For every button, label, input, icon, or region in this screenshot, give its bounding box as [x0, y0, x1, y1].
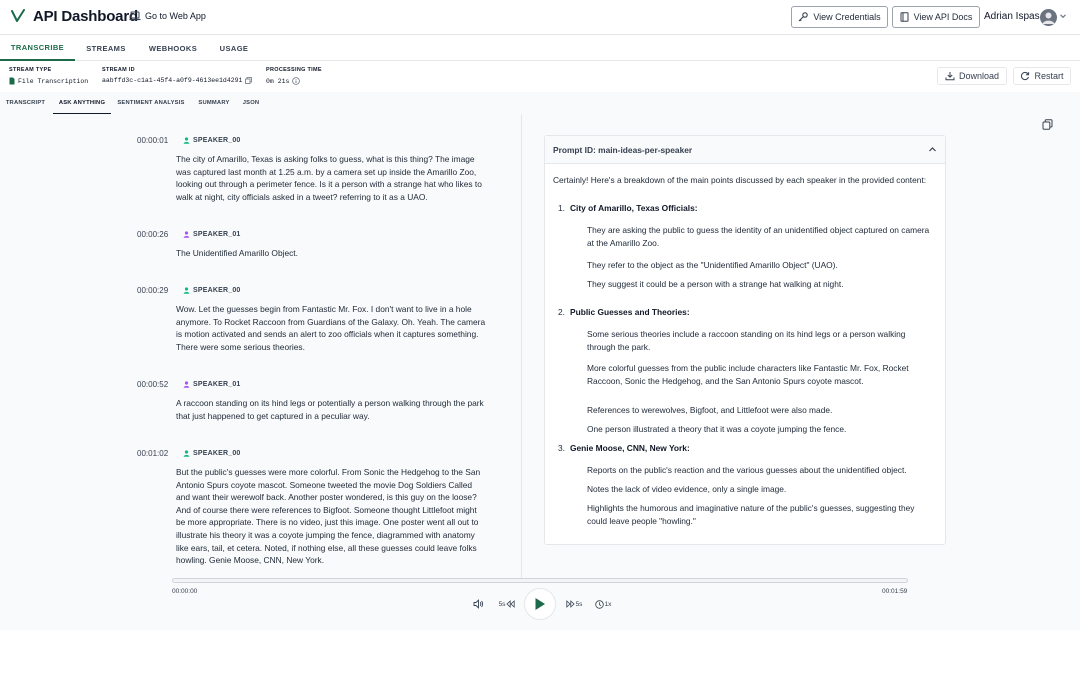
forward-label: 5s — [575, 600, 583, 608]
main-tabs — [0, 35, 1080, 61]
speaker-label — [183, 137, 241, 144]
download-icon — [945, 71, 955, 81]
volume-icon — [473, 599, 484, 609]
answer-bullet-line: through the park. — [587, 342, 651, 353]
tab-summary[interactable]: SUMMARY — [198, 100, 230, 106]
speaker-name: SPEAKER_01 — [193, 231, 241, 238]
segment-text-line: There were some serious theories. — [176, 341, 305, 352]
view-api-docs-label: View API Docs — [913, 12, 973, 22]
app-title: API Dashboard — [33, 8, 138, 25]
speaker-name: SPEAKER_00 — [193, 137, 241, 144]
section-title: Genie Moose, CNN, New York: — [570, 443, 690, 453]
tab-transcript[interactable]: TRANSCRIPT — [5, 100, 46, 106]
segment-timestamp[interactable]: 00:00:29 — [137, 286, 169, 295]
answer-bullet — [587, 502, 941, 529]
segment-timestamp[interactable]: 00:00:52 — [137, 380, 169, 389]
segment-text-line: The city of Amarillo, Texas is asking folks to guess, what is this thing? The image — [176, 154, 475, 164]
current-time: 00:00:00 — [172, 588, 198, 595]
speaker-name: SPEAKER_01 — [193, 381, 241, 388]
copy-answer-icon[interactable] — [1042, 119, 1053, 130]
segment-timestamp[interactable]: 00:00:01 — [137, 136, 169, 145]
play-icon — [534, 597, 546, 611]
info-icon[interactable] — [292, 77, 300, 85]
progress-bar[interactable] — [172, 578, 908, 583]
view-credentials-button[interactable] — [791, 6, 888, 28]
main-area — [0, 114, 1080, 630]
answer-header[interactable] — [545, 136, 945, 164]
speaker-icon — [183, 137, 190, 144]
answer-bullet — [587, 259, 941, 272]
segment-text-line: is motion activated and sends an alert to zoo officials when it captures something. — [176, 329, 479, 340]
section-number: 3. — [558, 443, 565, 453]
section-number: 1. — [558, 203, 565, 213]
chevron-down-icon[interactable] — [1059, 12, 1067, 20]
restart-label: Restart — [1034, 71, 1064, 81]
processing-time-label: PROCESSING TIME — [266, 67, 322, 73]
segment-text-line: But the public's guesses were more colorful. From Sonic the Hedgehog to the San — [176, 467, 481, 477]
segment-text — [176, 466, 492, 567]
tab-usage[interactable]: USAGE — [219, 43, 249, 53]
stream-id-label: STREAM ID — [102, 67, 135, 73]
stream-type-label: STREAM TYPE — [9, 67, 52, 73]
speaker-icon — [183, 231, 190, 238]
chevron-up-icon[interactable] — [928, 145, 937, 154]
answer-bullet-line: They suggest it could be a person with a strange hat walking at night. — [587, 279, 844, 289]
go-to-web-app-link[interactable] — [129, 11, 206, 21]
speed-label: 1x — [604, 600, 612, 608]
speaker-label — [183, 287, 241, 294]
segment-text-line: Wow. Let the guesses begin from Fantastic Mr. Fox. I don't want to live in a hole — [176, 304, 472, 314]
answer-bullet-line: They refer to the object as the "Unidentified Amarillo Object" (UAO). — [587, 260, 838, 270]
speaker-icon — [183, 287, 190, 294]
play-button[interactable] — [524, 588, 556, 620]
answer-bullet-line: References to werewolves, Bigfoot, and Littlefoot were also made. — [587, 405, 833, 415]
speaker-label — [183, 231, 241, 238]
answer-bullet — [587, 278, 941, 291]
rewind-5s-button[interactable] — [494, 592, 520, 616]
stream-id-value: aabffd3c-c1a1-45f4-a0f9-4613ee1d4291 — [102, 77, 243, 84]
playback-speed-button[interactable] — [592, 592, 614, 616]
restart-icon — [1020, 71, 1030, 81]
answer-bullet — [587, 362, 941, 389]
stream-type — [9, 67, 88, 85]
speaker-label — [183, 381, 241, 388]
view-api-docs-button[interactable] — [892, 6, 980, 28]
logo-icon — [11, 9, 25, 23]
user-name[interactable]: Adrian Ispas — [984, 11, 1040, 22]
answer-intro: Certainly! Here's a breakdown of the main points discussed by each speaker in the provided content: — [553, 175, 927, 185]
segment-text-line: anymore. To Rocket Raccoon from Guardians of the Galaxy. Oh. Yeah. The camera — [176, 316, 486, 327]
go-to-web-app-label: Go to Web App — [145, 11, 206, 21]
answer-bullet — [587, 224, 941, 251]
speaker-label — [183, 450, 241, 457]
section-number: 2. — [558, 307, 565, 317]
answer-bullet-line: Some serious theories include a raccoon standing on its hind legs or a person walking — [587, 329, 906, 339]
answer-bullet — [587, 423, 941, 436]
book-icon — [900, 12, 909, 22]
volume-button[interactable] — [468, 592, 488, 616]
segment-text — [176, 303, 492, 353]
answer-bullet-line: could leave people "howling." — [587, 516, 696, 527]
forward-5s-button[interactable] — [562, 592, 586, 616]
segment-text — [176, 247, 492, 260]
segment-text-line: Antonio Spurs coyote mascot. Someone tweeted the movie Dog Soldiers Called — [176, 479, 473, 490]
tab-sentiment-analysis[interactable]: SENTIMENT ANALYSIS — [117, 100, 185, 106]
tab-streams[interactable]: STREAMS — [86, 43, 126, 53]
segment-text — [176, 153, 492, 203]
download-label: Download — [958, 71, 1000, 81]
speaker-icon — [183, 450, 190, 457]
segment-timestamp[interactable]: 00:00:26 — [137, 230, 169, 239]
segment-text-line: A raccoon standing on its hind legs or potentially a person walking through the park — [176, 398, 484, 408]
answer-bullet-line: Notes the lack of video evidence, only a single image. — [587, 484, 787, 494]
panel-divider — [521, 114, 522, 578]
speaker-name: SPEAKER_00 — [193, 287, 241, 294]
segment-text-line: And of course there were references to Bigfoot. Someone thought Littlefoot might — [176, 504, 477, 515]
answer-bullet-line: Raccoon, Sonic the Hedgehog, and the San Antonio Spurs coyote mascot. — [587, 376, 864, 387]
segment-text-line: howling. Genie Moose, CNN, New York. — [176, 555, 325, 566]
prompt-id: Prompt ID: main-ideas-per-speaker — [553, 145, 693, 155]
segment-text-line: that just happened to get captured in a peculiar way. — [176, 410, 370, 421]
segment-text-line: walk at night, city officials asked in a tweet? referring to it as a UAO. — [176, 191, 428, 202]
segment-text — [176, 397, 492, 422]
section-title: City of Amarillo, Texas Officials: — [570, 203, 698, 213]
answer-bullet-line: They are asking the public to guess the identity of an unidentified object captured on camera — [587, 225, 930, 235]
segment-text-line: illustrate his theory it was a coyote jumping the fence, diagrammed with anatomy — [176, 529, 475, 540]
forward-icon — [566, 600, 575, 608]
speed-icon — [595, 600, 604, 609]
segment-text-line: The Unidentified Amarillo Object. — [176, 248, 298, 258]
laptop-icon — [129, 11, 141, 21]
copy-icon[interactable] — [245, 77, 252, 84]
total-time: 00:01:59 — [882, 588, 908, 595]
footer — [0, 630, 1080, 674]
segment-timestamp[interactable]: 00:01:02 — [137, 449, 169, 458]
avatar[interactable] — [1040, 9, 1057, 26]
segment-text-line: be more appropriate. There is no video, just this image. One poster went all out to — [176, 517, 479, 528]
section-title: Public Guesses and Theories: — [570, 307, 690, 317]
tab-ask-anything[interactable]: ASK ANYTHING — [53, 92, 111, 114]
answer-bullet-line: Reports on the public's reaction and the various guesses about the unidentified object. — [587, 465, 907, 475]
answer-bullet-line: at the Amarillo Zoo. — [587, 238, 660, 249]
stream-type-value: File Transcription — [18, 77, 89, 85]
answer-bullet — [587, 464, 941, 477]
top-bar — [0, 0, 1080, 35]
tab-transcribe[interactable]: TRANSCRIBE — [0, 35, 75, 61]
rewind-icon — [506, 600, 515, 608]
speaker-name: SPEAKER_00 — [193, 450, 241, 457]
answer-bullet — [587, 404, 941, 417]
segment-text-line: and want their werewolf back. Another poster wondered, is this guy on the loose? — [176, 492, 477, 503]
tab-json[interactable]: JSON — [242, 100, 260, 106]
answer-card — [544, 135, 946, 545]
processing-time-value: 0m 21s — [266, 77, 290, 85]
answer-bullet — [587, 328, 941, 355]
stream-id — [102, 67, 252, 84]
rewind-label: 5s — [498, 600, 506, 608]
result-tabs — [0, 92, 1080, 114]
speaker-icon — [183, 381, 190, 388]
segment-text-line: like ears, tail, et cetera. Noted, if nothing else, all these guesses could leave folks — [176, 542, 477, 553]
processing-time — [266, 67, 322, 85]
answer-bullet-line: More colorful guesses from the public include characters like Fantastic Mr. Fox, Rocket — [587, 363, 909, 373]
answer-bullet — [587, 483, 941, 496]
key-icon — [798, 12, 808, 22]
restart-button[interactable] — [1013, 67, 1071, 85]
user-icon — [1040, 9, 1057, 26]
segment-text-line: was captured last month at 1.25 a.m. by a camera set up inside the Amarillo Zoo, — [176, 166, 477, 177]
download-button[interactable] — [937, 67, 1007, 85]
view-credentials-label: View Credentials — [813, 12, 881, 22]
tab-webhooks[interactable]: WEBHOOKS — [148, 43, 198, 53]
answer-bullet-line: Highlights the humorous and imaginative nature of the public's guesses, suggesting they — [587, 503, 915, 513]
segment-text-line: looking out through a perimeter fence. Is it a person with a strange hat who likes to — [176, 179, 482, 190]
answer-bullet-line: One person illustrated a theory that it was a coyote jumping the fence. — [587, 424, 847, 434]
file-icon — [9, 77, 15, 85]
